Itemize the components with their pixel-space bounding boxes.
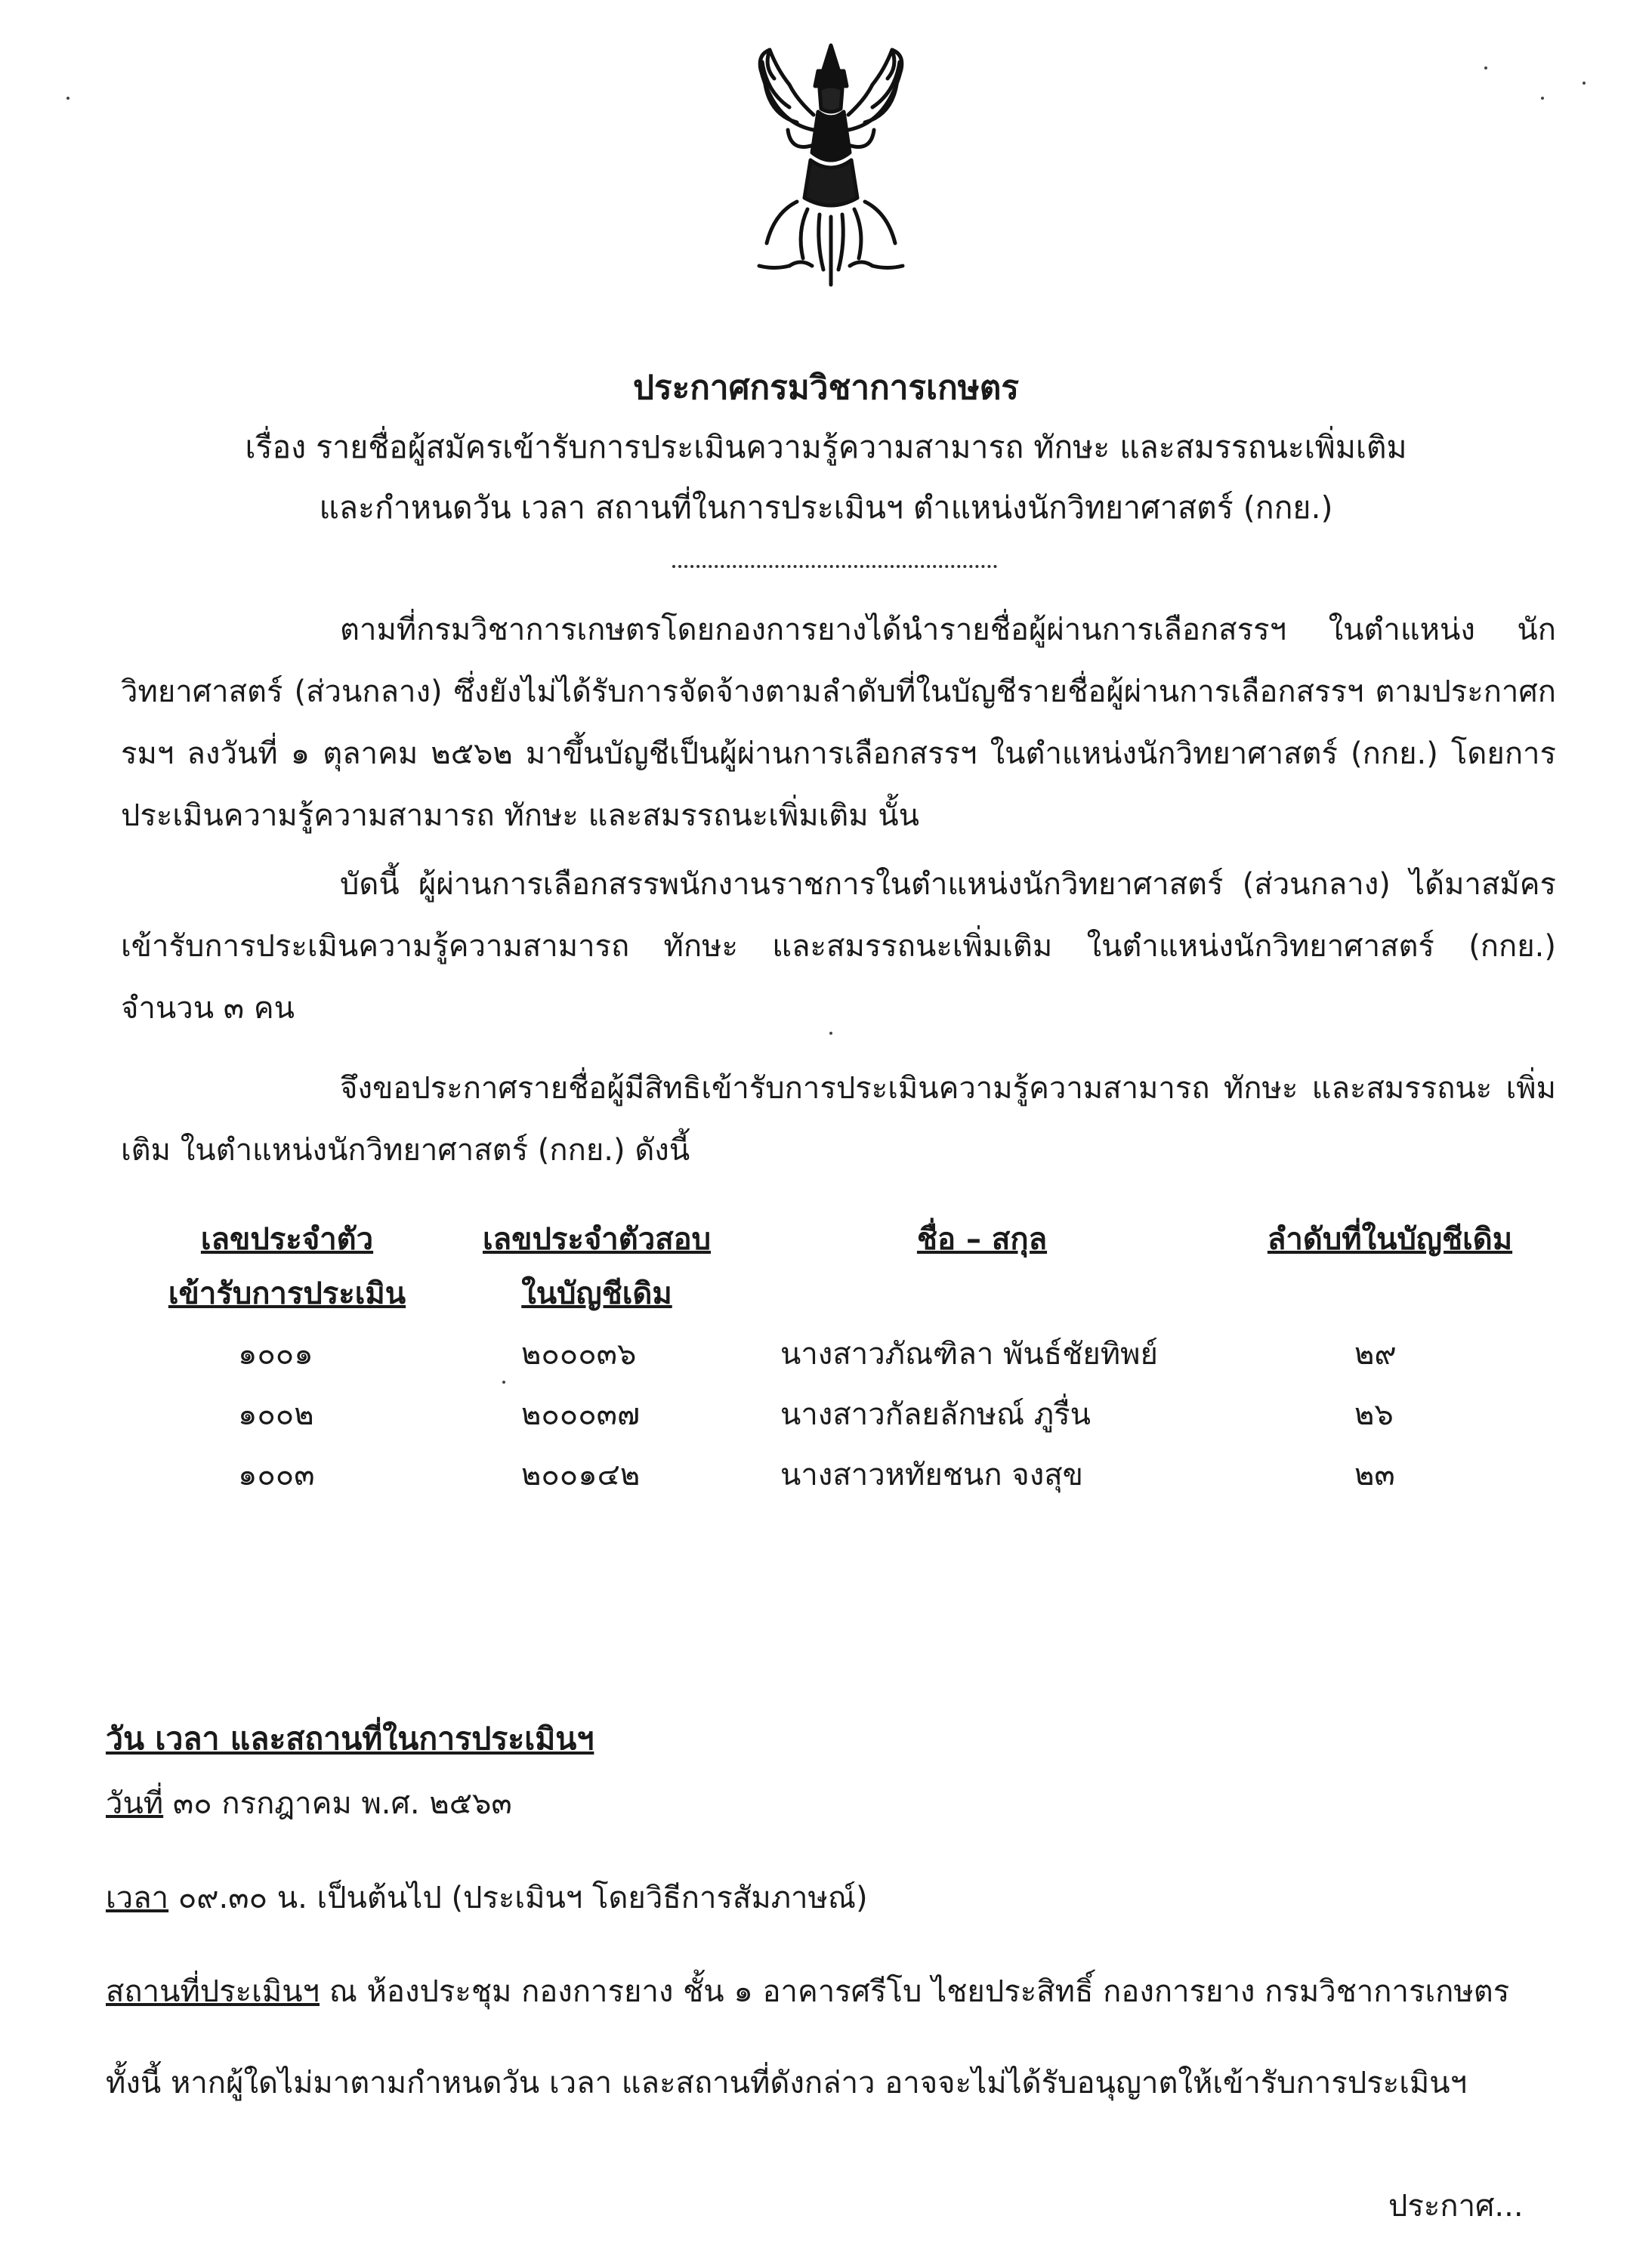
schedule-note: ทั้งนี้ หากผู้ใดไม่มาตามกำหนดวัน เวลา และสถานที่ดังกล่าว อาจจะไม่ได้รับอนุญาตให้เข้ารับการประเมินฯ xyxy=(106,2066,1468,2100)
place-value: ณ ห้องประชุม กองการยาง ชั้น ๑ อาคารศรีโบ ไชยประสิทธิ์ กองการยาง กรมวิชาการเกษตร xyxy=(320,1974,1510,2009)
table-row-1-rank: ๒๙ xyxy=(1354,1337,1397,1372)
paragraph-1-text: ตามที่กรมวิชาการเกษตรโดยกองการยางได้นำรายชื่อผู้ผ่านการเลือกสรรฯ ในตำแหน่ง นักวิทยาศาสตร์ (ส่วนกลาง) ซึ่งยังไม่ได้รับการจัดจ้างตามลำดับที่ในบัญชีรายชื่อผู้ผ่านการเลือกสรรฯ ตามประกาศกรมฯ ลงวันที่ ๑ ตุลาคม ๒๕๖๒ มาขึ้นบัญชีเป็นผู้ผ่านการเลือกสรรฯ ในตำแหน่งนักวิทยาศาสตร์ (กกย.) โดยการประเมินความรู้ความสามารถ ทักษะ และสมรรถนะเพิ่มเติม นั้น xyxy=(121,613,1556,833)
col2-header-line1: เลขประจำตัวสอบ xyxy=(482,1222,712,1257)
schedule-heading: วัน เวลา และสถานที่ในการประเมินฯ xyxy=(106,1721,594,1757)
date-value: ๓๐ กรกฎาคม พ.ศ. ๒๕๖๓ xyxy=(163,1786,512,1821)
scan-speck xyxy=(502,1381,505,1384)
table-row-3-exam-id: ๒๐๐๑๔๒ xyxy=(521,1458,641,1492)
scan-speck xyxy=(1541,97,1544,100)
schedule-time xyxy=(106,1873,868,1921)
scan-speck xyxy=(1484,66,1487,69)
col3-header: ชื่อ – สกุล xyxy=(916,1222,1048,1257)
table-row-2-id: ๑๐๐๒ xyxy=(238,1397,314,1432)
subject-line-2: และกำหนดวัน เวลา สถานที่ในการประเมินฯ ตำแหน่งนักวิทยาศาสตร์ (กกย.) xyxy=(319,489,1333,526)
col4-header: ลำดับที่ในบัญชีเดิม xyxy=(1267,1222,1513,1257)
time-value: ๐๙.๓๐ น. เป็นต้นไป (ประเมินฯ โดยวิธีการสัมภาษณ์) xyxy=(168,1881,868,1915)
col1-header-line1: เลขประจำตัว xyxy=(200,1222,374,1257)
table-row-3-id: ๑๐๐๓ xyxy=(238,1458,315,1492)
paragraph-2 xyxy=(121,853,1556,1039)
scan-speck xyxy=(66,97,69,100)
paragraph-2-text: บัดนี้ ผู้ผ่านการเลือกสรรพนักงานราชการในตำแหน่งนักวิทยาศาสตร์ (ส่วนกลาง) ได้มาสมัคร เข้ารับการประเมินความรู้ความสามารถ ทักษะ และสมรรถนะเพิ่มเติม ในตำแหน่งนักวิทยาศาสตร์ (กกย.) จำนวน ๓ คน xyxy=(121,867,1556,1026)
dotted-separator xyxy=(672,565,997,568)
paragraph-1 xyxy=(121,599,1556,847)
table-row-1-name: นางสาวภัณฑิลา พันธ์ชัยทิพย์ xyxy=(780,1337,1158,1372)
table-row-3-name: นางสาวหทัยชนก จงสุข xyxy=(780,1458,1083,1492)
paragraph-3-text: จึงขอประกาศรายชื่อผู้มีสิทธิเข้ารับการประเมินความรู้ความสามารถ ทักษะ และสมรรถนะ เพิ่มเติม ในตำแหน่งนักวิทยาศาสตร์ (กกย.) ดังนี้ xyxy=(121,1071,1556,1168)
col2-header-line2: ในบัญชีเดิม xyxy=(521,1276,672,1311)
time-label: เวลา xyxy=(106,1881,169,1915)
subject-line-1: เรื่อง รายชื่อผู้สมัครเข้ารับการประเมินความรู้ความสามารถ ทักษะ และสมรรถนะเพิ่มเติม xyxy=(245,429,1407,465)
paragraph-3 xyxy=(121,1057,1556,1181)
schedule-date xyxy=(106,1779,512,1827)
table-row-2-rank: ๒๖ xyxy=(1354,1397,1394,1432)
garuda-emblem-icon xyxy=(744,39,918,296)
col1-header-line2: เข้ารับการประเมิน xyxy=(168,1276,406,1311)
table-row-2-exam-id: ๒๐๐๐๓๗ xyxy=(521,1397,641,1432)
scan-speck xyxy=(1583,82,1586,85)
announcement-title: ประกาศกรมวิชาการเกษตร xyxy=(633,369,1019,407)
table-row-1-exam-id: ๒๐๐๐๓๖ xyxy=(521,1337,637,1372)
place-label: สถานที่ประเมินฯ xyxy=(106,1974,320,2009)
continued-marker: ประกาศ... xyxy=(1388,2189,1524,2224)
table-row-2-name: นางสาวกัลยลักษณ์ ภูรื่น xyxy=(780,1397,1091,1432)
date-label: วันที่ xyxy=(106,1786,164,1821)
table-row-1-id: ๑๐๐๑ xyxy=(238,1337,313,1372)
schedule-place xyxy=(106,1967,1509,2015)
scan-speck xyxy=(829,1032,832,1035)
table-row-3-rank: ๒๓ xyxy=(1354,1458,1395,1492)
